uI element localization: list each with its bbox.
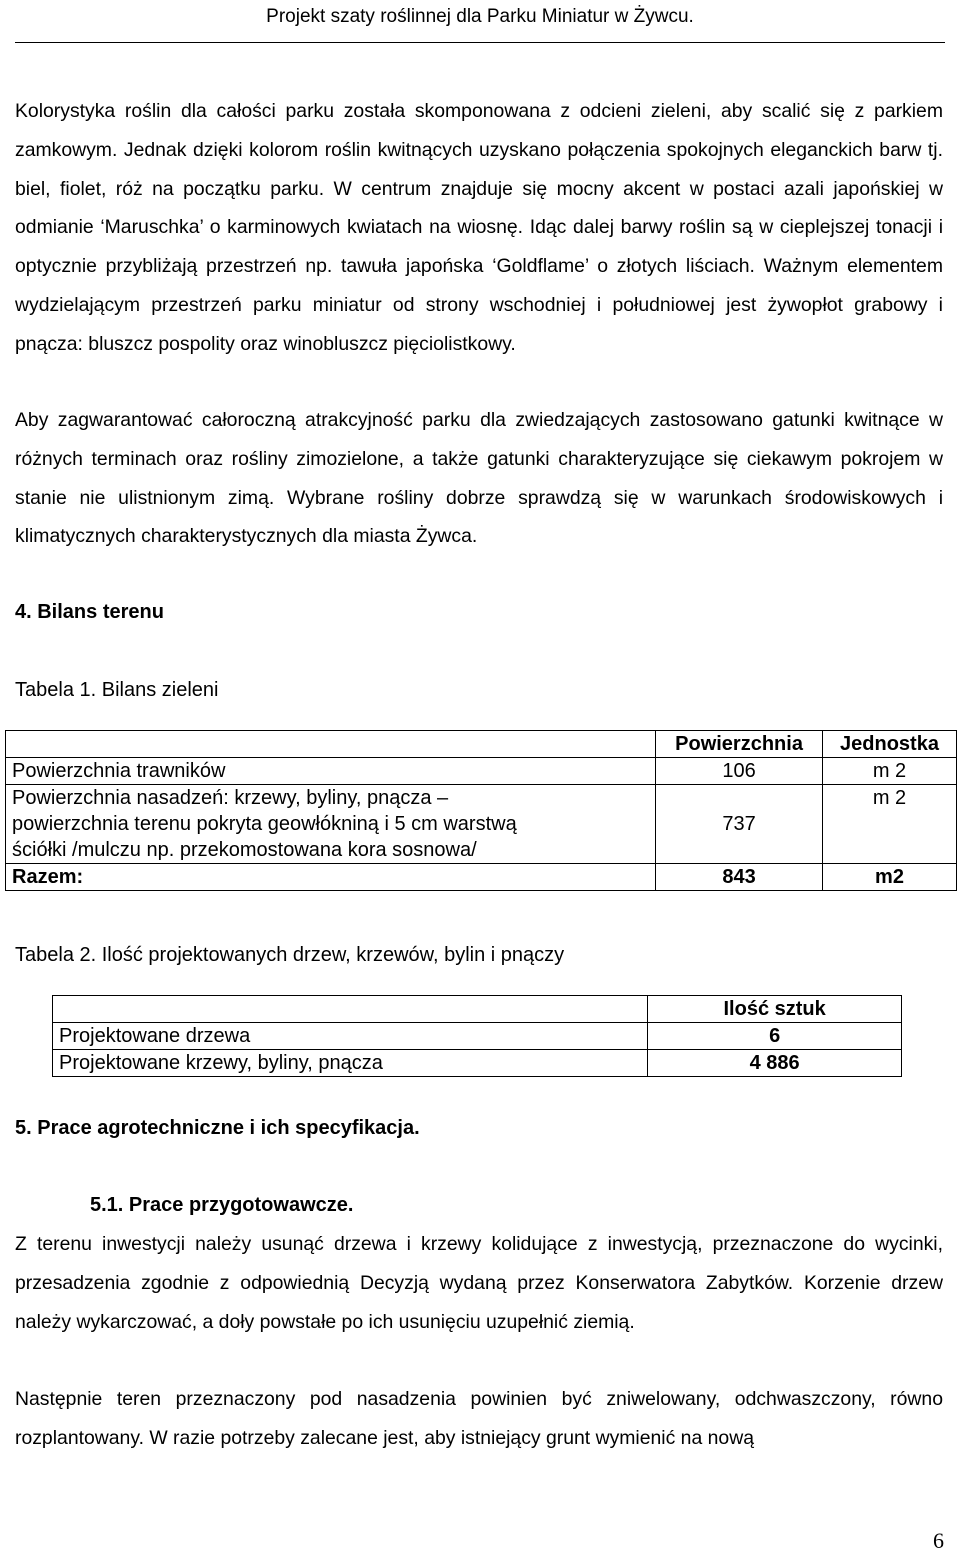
row-label: Projektowane krzewy, byliny, pnącza xyxy=(53,1050,648,1077)
total-value: 843 xyxy=(656,864,823,891)
row-value: 737 xyxy=(656,785,823,864)
column-header-area: Powierzchnia xyxy=(656,731,823,758)
page-number: 6 xyxy=(933,1528,944,1553)
table-row xyxy=(53,1050,902,1077)
row-label-line: ściółki /mulczu np. przekomostowana kora sosnowa/ xyxy=(12,839,477,861)
paragraph-year-round: Aby zagwarantować całoroczną atrakcyjność parku dla zwiedzających zastosowano gatunki kwitnące w różnych terminach oraz rośliny zimozielone, a także gatunki charakteryzujące się ciekawym pokrojem w stanie nie ulistnionym zimą. Wybrane rośliny dobrze sprawdzą się w warunkach środowiskowych i klimatycznych charakterystycznych dla miasta Żywca. xyxy=(15,409,943,548)
paragraph-tree-removal: Z terenu inwestycji należy usunąć drzewa i krzewy kolidujące z inwestycją, przeznaczone do wycinki, przesadzenia zgodnie z odpowiednią Decyzją wydaną przez Konserwatora Zabytków. Korzenie drzew należy wykarczować, a doły powstałe po ich usunięciu uzupełnić ziemią. xyxy=(15,1233,943,1333)
row-label-line: powierzchnia terenu pokryta geowłókniną i 5 cm warstwą xyxy=(12,813,517,835)
row-unit: m 2 xyxy=(823,785,957,864)
section-5-1-heading: 5.1. Prace przygotowawcze. xyxy=(90,1194,354,1216)
section-5-heading: 5. Prace agrotechniczne i ich specyfikacja. xyxy=(15,1117,420,1139)
running-header: Projekt szaty roślinnej dla Parku Miniatur w Żywcu. xyxy=(266,6,694,27)
header-rule xyxy=(15,42,945,43)
row-value: 4 886 xyxy=(648,1050,902,1077)
column-header-unit: Jednostka xyxy=(823,731,957,758)
row-label-line: Powierzchnia nasadzeń: krzewy, byliny, pnącza – xyxy=(12,787,449,809)
table-row xyxy=(6,758,957,785)
row-value: 6 xyxy=(648,1023,902,1050)
table-row xyxy=(53,1023,902,1050)
table-header-empty xyxy=(53,996,648,1023)
row-label-multiline xyxy=(6,785,656,864)
column-header-quantity: Ilość sztuk xyxy=(648,996,902,1023)
table-header-row xyxy=(53,996,902,1023)
row-value: 106 xyxy=(656,758,823,785)
table-header-row xyxy=(6,731,957,758)
table-plant-count xyxy=(52,995,902,1077)
row-unit: m 2 xyxy=(823,758,957,785)
table-header-empty xyxy=(6,731,656,758)
table2-caption: Tabela 2. Ilość projektowanych drzew, krzewów, bylin i pnączy xyxy=(15,944,565,966)
row-label: Projektowane drzewa xyxy=(53,1023,648,1050)
total-unit: m2 xyxy=(823,864,957,891)
paragraph-color-scheme: Kolorystyka roślin dla całości parku została skomponowana z odcieni zieleni, aby scalić się z parkiem zamkowym. Jednak dzięki kolorom roślin kwitnących uzyskano połączenia spokojnych eleganckich barw tj. biel, fiolet, róż na początku parku. W centrum znajduje się mocny akcent w postaci azali japońskiej w odmianie ‘Maruschka’ o karminowych kwiatach na wiosnę. Idąc dalej barwy roślin są w cieplejszej tonacji i optycznie przybliżają przestrzeń np. tawuła japońska ‘Goldflame’ o złotych liściach. Ważnym elementem wydzielającym przestrzeń parku miniatur od strony wschodniej i południowej jest żywopłot grabowy i pnącza: bluszcz pospolity oraz winobluszcz pięciolistkowy. xyxy=(15,100,943,355)
paragraph-leveling: Następnie teren przeznaczony pod nasadzenia powinien być zniwelowany, odchwaszczony, równo rozplantowany. W razie potrzeby zalecane jest, aby istniejący grunt wymienić na nową xyxy=(15,1388,943,1449)
total-label: Razem: xyxy=(6,864,656,891)
table-total-row xyxy=(6,864,957,891)
row-label: Powierzchnia trawników xyxy=(6,758,656,785)
table-row xyxy=(6,785,957,864)
table1-caption: Tabela 1. Bilans zieleni xyxy=(15,679,219,701)
section-4-heading: 4. Bilans terenu xyxy=(15,601,164,623)
table-green-balance xyxy=(5,730,957,891)
